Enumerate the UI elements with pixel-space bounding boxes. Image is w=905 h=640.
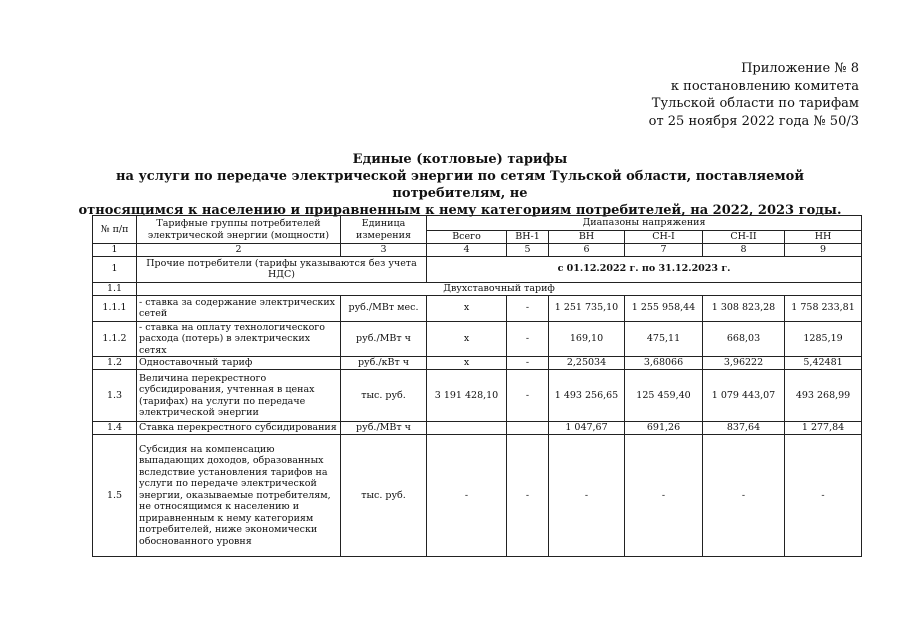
- cell-value: 493 268,99: [785, 370, 862, 422]
- col-number: 1: [93, 244, 137, 257]
- row-label: Одноставочный тариф: [137, 357, 341, 370]
- header-sn1: СН-I: [625, 231, 703, 244]
- period-label: с 01.12.2022 г. по 31.12.2023 г.: [427, 256, 862, 282]
- row-unit: руб./МВт ч: [341, 321, 427, 357]
- header-vn: ВН: [549, 231, 625, 244]
- table-row: [93, 435, 862, 557]
- header-total: Всего: [427, 231, 507, 244]
- section-label: Двухставочный тариф: [137, 282, 862, 295]
- cell-value: -: [507, 295, 549, 321]
- cell-value: 475,11: [625, 321, 703, 357]
- cell-value: -: [703, 435, 785, 557]
- appendix-line: к постановлению комитета: [670, 78, 859, 94]
- cell-value: -: [549, 435, 625, 557]
- header-voltage-ranges: Диапазоны напряжения: [427, 216, 862, 231]
- cell-value: -: [507, 321, 549, 357]
- cell-value: 5,42481: [785, 357, 862, 370]
- header-unit: Единица измерения: [341, 216, 427, 244]
- cell-value: 1 251 735,10: [549, 295, 625, 321]
- title-line: на услуги по передаче электрической энергии по сетям Тульской области, поставляемой потребителям, не: [116, 169, 804, 201]
- header-nn: НН: [785, 231, 862, 244]
- row-number: 1.5: [93, 435, 137, 557]
- header-number: № п/п: [93, 216, 137, 244]
- header-sn2: СН-II: [703, 231, 785, 244]
- cell-value: 169,10: [549, 321, 625, 357]
- row-unit: тыс. руб.: [341, 370, 427, 422]
- title-line: относящимся к населению и приравненным к нему категориям потребителей, на 2022, 2023 годы.: [78, 203, 842, 218]
- header-consumer-group: Тарифные группы потребителей электрической энергии (мощности): [137, 216, 341, 244]
- table-row: [93, 282, 862, 295]
- row-unit: руб./МВт мес.: [341, 295, 427, 321]
- document-title: [60, 151, 860, 219]
- table-row: [93, 295, 862, 321]
- cell-value: 3 191 428,10: [427, 370, 507, 422]
- title-line: Единые (котловые) тарифы: [352, 152, 568, 167]
- cell-value: 1 758 233,81: [785, 295, 862, 321]
- row-number: 1.3: [93, 370, 137, 422]
- col-number: 3: [341, 244, 427, 257]
- cell-value: [507, 422, 549, 435]
- col-number: 7: [625, 244, 703, 257]
- row-unit: руб./кВт ч: [341, 357, 427, 370]
- appendix-line: от 25 ноября 2022 года № 50/3: [648, 113, 859, 129]
- cell-value: -: [507, 435, 549, 557]
- row-number: 1.1.2: [93, 321, 137, 357]
- table-row: [93, 357, 862, 370]
- table-row: [93, 321, 862, 357]
- row-number: 1.2: [93, 357, 137, 370]
- appendix-line: Приложение № 8: [741, 61, 859, 76]
- cell-value: 125 459,40: [625, 370, 703, 422]
- row-unit: руб./МВт ч: [341, 422, 427, 435]
- row-number: 1.1: [93, 282, 137, 295]
- cell-value: 668,03: [703, 321, 785, 357]
- tariff-table: [92, 215, 862, 557]
- cell-value: 3,96222: [703, 357, 785, 370]
- cell-value: 1 079 443,07: [703, 370, 785, 422]
- row-label: - ставка на оплату технологического расхода (потерь) в электрических сетях: [137, 321, 341, 357]
- row-label: - ставка за содержание электрических сетей: [137, 295, 341, 321]
- row-unit: тыс. руб.: [341, 435, 427, 557]
- col-number: 8: [703, 244, 785, 257]
- cell-value: [427, 422, 507, 435]
- cell-value: -: [427, 435, 507, 557]
- header-vn1: ВН-1: [507, 231, 549, 244]
- col-number: 6: [549, 244, 625, 257]
- cell-value: 1 493 256,65: [549, 370, 625, 422]
- col-number: 2: [137, 244, 341, 257]
- row-label: Ставка перекрестного субсидирования: [137, 422, 341, 435]
- cell-value: х: [427, 321, 507, 357]
- cell-value: х: [427, 295, 507, 321]
- column-numbers-row: [93, 244, 862, 257]
- appendix-block: [649, 60, 859, 130]
- cell-value: 1 255 958,44: [625, 295, 703, 321]
- cell-value: -: [507, 357, 549, 370]
- cell-value: -: [507, 370, 549, 422]
- cell-value: 837,64: [703, 422, 785, 435]
- cell-value: 1 047,67: [549, 422, 625, 435]
- row-label: Прочие потребители (тарифы указываются без учета НДС): [137, 256, 427, 282]
- row-number: 1.1.1: [93, 295, 137, 321]
- appendix-line: Тульской области по тарифам: [651, 96, 859, 111]
- cell-value: 3,68066: [625, 357, 703, 370]
- cell-value: х: [427, 357, 507, 370]
- cell-value: -: [625, 435, 703, 557]
- table-row: [93, 370, 862, 422]
- cell-value: 1285,19: [785, 321, 862, 357]
- row-number: 1: [93, 256, 137, 282]
- cell-value: 2,25034: [549, 357, 625, 370]
- row-label: Величина перекрестного субсидирования, учтенная в ценах (тарифах) на услуги по передаче электрической энергии: [137, 370, 341, 422]
- table-row: [93, 422, 862, 435]
- table-row: [93, 256, 862, 282]
- cell-value: 1 277,84: [785, 422, 862, 435]
- row-label: Субсидия на компенсацию выпадающих доходов, образованных вследствие установления тарифов на услуги по передаче электрической энергии, оказываемые потребителям, не относящимся к населению и приравненным к нему категориям потребителей, ниже экономически обоснованного уровня: [137, 435, 341, 557]
- col-number: 9: [785, 244, 862, 257]
- cell-value: -: [785, 435, 862, 557]
- cell-value: 691,26: [625, 422, 703, 435]
- cell-value: 1 308 823,28: [703, 295, 785, 321]
- col-number: 4: [427, 244, 507, 257]
- row-number: 1.4: [93, 422, 137, 435]
- col-number: 5: [507, 244, 549, 257]
